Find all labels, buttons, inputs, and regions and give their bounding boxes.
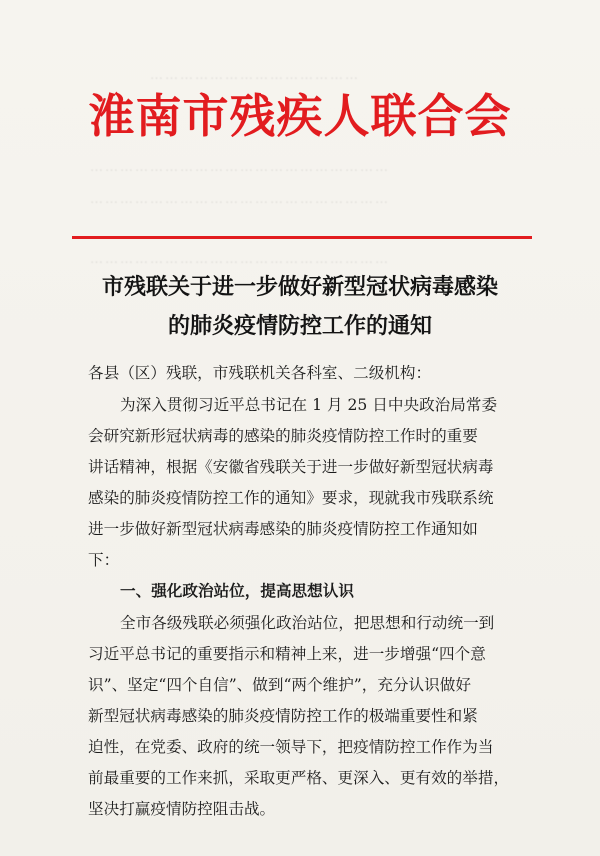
body-line: 新型冠状病毒感染的肺炎疫情防控工作的极端重要性和紧 <box>88 707 478 725</box>
body-line: 讲话精神，根据《安徽省残联关于进一步做好新型冠状病毒 <box>88 458 494 476</box>
body-line: 感染的肺炎疫情防控工作的通知》要求，现就我市残联系统 <box>88 489 494 507</box>
body-line: 进一步做好新型冠状病毒感染的肺炎疫情防控工作通知如 <box>88 520 478 538</box>
body-line: 坚决打赢疫情防控阻击战。 <box>88 800 276 818</box>
document-title-line-2: 的肺炎疫情防控工作的通知 <box>167 313 432 339</box>
section-heading: 一、强化政治站位，提高思想认识 <box>120 581 354 600</box>
letterhead-red-rule <box>72 236 532 239</box>
document-title-line-1: 市残联关于进一步做好新型冠状病毒感染 <box>101 274 498 300</box>
body-line: 识”、坚定“四个自信”、做到“两个维护”，充分认识做好 <box>88 676 471 694</box>
show-through-texture: …………………………………………………… <box>90 252 390 267</box>
show-through-texture: …………………………………………………… <box>90 192 390 207</box>
salutation: 各县（区）残联，市残联机关各科室、二级机构： <box>88 364 432 382</box>
body-line: 前最重要的工作来抓，采取更严格、更深入、更有效的举措， <box>88 769 510 787</box>
body-line: 迫性，在党委、政府的统一领导下，把疫情防控工作作为当 <box>88 738 494 756</box>
body-line: 会研究新形冠状病毒的感染的肺炎疫情防控工作时的重要 <box>88 427 478 445</box>
show-through-texture: …………………………………… <box>150 68 360 83</box>
letterhead-org-name: 淮南市残疾人联合会 <box>88 89 512 143</box>
body-line: 下： <box>88 551 120 569</box>
body-line: 习近平总书记的重要指示和精神上来，进一步增强“四个意 <box>88 645 486 663</box>
body-line: 为深入贯彻习近平总书记在 1 月 25 日中央政治局常委 <box>120 396 498 414</box>
show-through-texture: …………………………………………………… <box>90 160 390 175</box>
body-line: 全市各级残联必须强化政治站位，把思想和行动统一到 <box>120 614 495 632</box>
